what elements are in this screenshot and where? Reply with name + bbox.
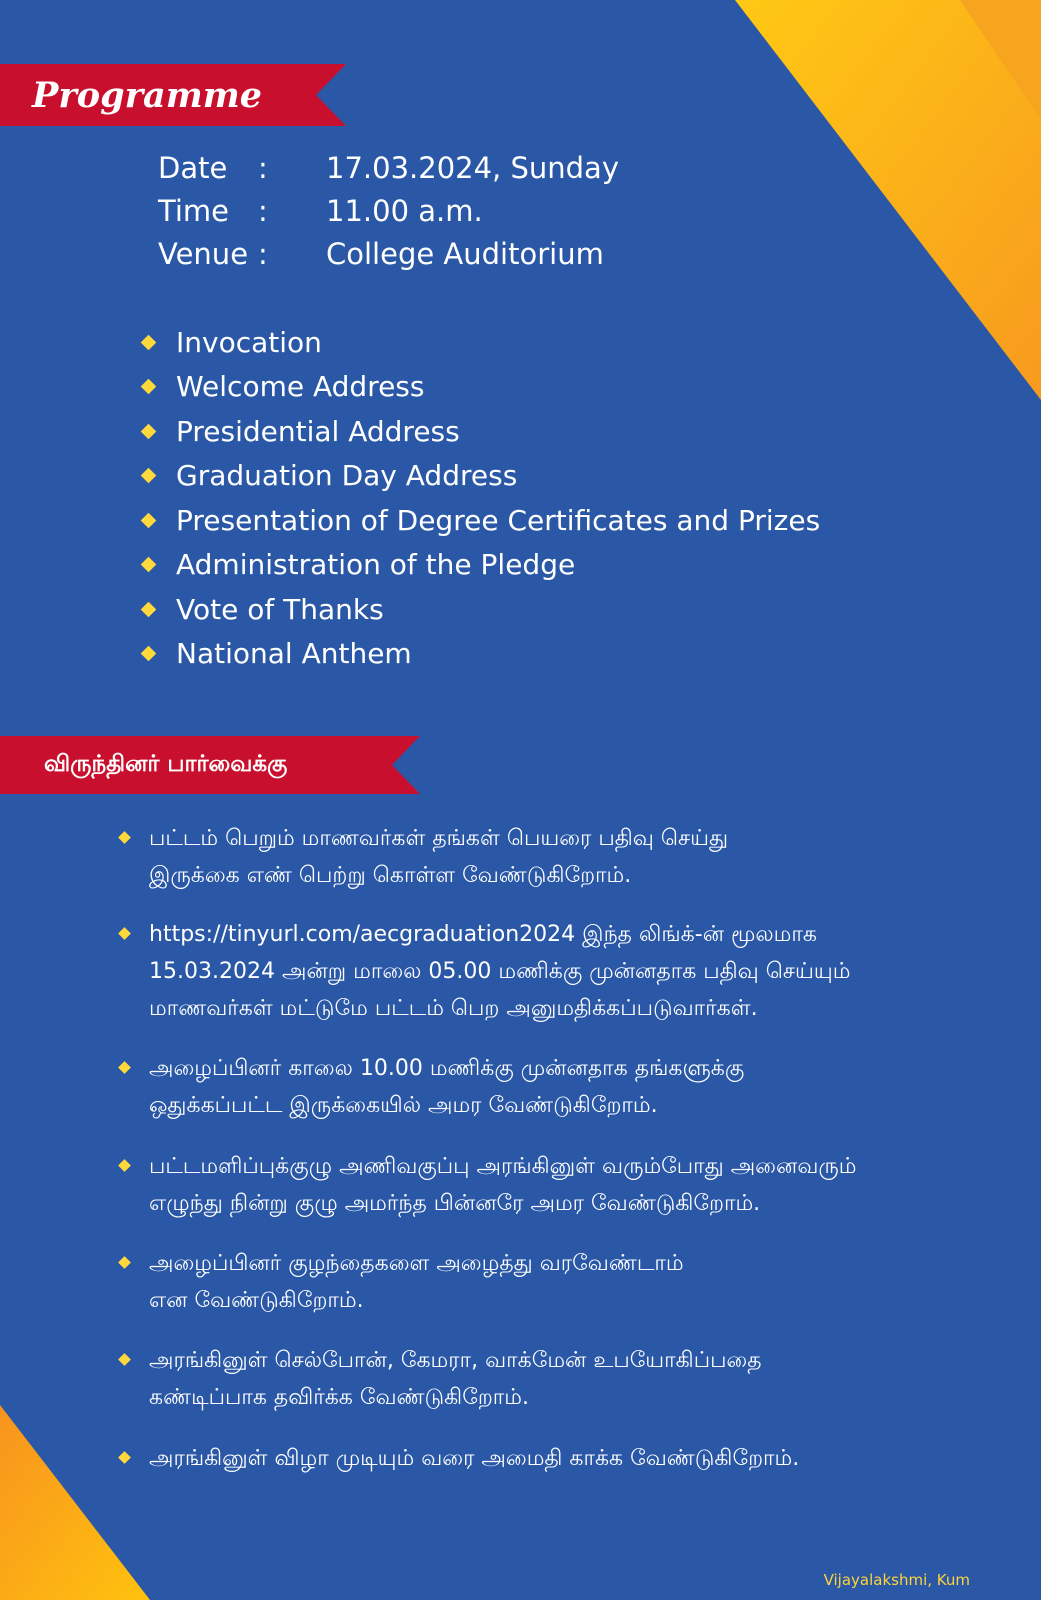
detail-label: Venue: [158, 236, 249, 271]
guest-info-heading: விருந்தினர் பார்வைக்கு: [44, 750, 288, 777]
note-line: அழைப்பினர் காலை 10.00 மணிக்கு முன்னதாக தங்களுக்கு: [149, 1056, 745, 1081]
note-line: ஒதுக்கப்பட்ட இருக்கையில் அமர வேண்டுகிறோம்.: [149, 1093, 658, 1118]
detail-value: College Auditorium: [326, 236, 604, 271]
agenda-item-label: Presidential Address: [176, 414, 460, 448]
note-line: அரங்கினுள் செல்போன், கேமரா, வாக்மேன் உபயோகிப்பதை: [149, 1348, 762, 1373]
agenda-item-label: Vote of Thanks: [176, 592, 384, 626]
agenda-item-label: Welcome Address: [176, 370, 425, 404]
agenda-item-label: Invocation: [176, 325, 322, 359]
guest-note-text: [149, 1148, 856, 1222]
note-line: இருக்கை எண் பெற்று கொள்ள வேண்டுகிறோம்.: [149, 863, 632, 888]
guest-note-text: [149, 916, 850, 1027]
agenda-item: [143, 543, 820, 588]
detail-venue: [158, 232, 619, 275]
guest-note: [120, 1440, 1010, 1477]
designer-credit: Vijayalakshmi, Kum: [823, 1571, 970, 1589]
guest-note: [120, 820, 1010, 894]
note-line: 15.03.2024 அன்று மாலை 05.00 மணிக்கு முன்னதாக பதிவு செய்யும்: [149, 959, 851, 984]
programme-heading: Programme: [32, 74, 263, 116]
guest-note: [120, 1050, 1010, 1124]
detail-separator: :: [258, 193, 268, 228]
diamond-bullet-icon: [118, 1061, 131, 1074]
detail-separator: :: [258, 150, 268, 185]
agenda-list: [143, 320, 820, 676]
diamond-bullet-icon: [141, 379, 157, 395]
diamond-bullet-icon: [141, 423, 157, 439]
guest-note-text: [149, 1050, 744, 1124]
guest-note-text: [149, 1342, 762, 1416]
diamond-bullet-icon: [141, 512, 157, 528]
guest-note-text: [149, 1245, 684, 1319]
agenda-item: [143, 498, 820, 543]
agenda-item-label: Administration of the Pledge: [176, 548, 576, 582]
guest-note: [120, 1148, 1010, 1222]
agenda-item: [143, 365, 820, 410]
diamond-bullet-icon: [118, 831, 131, 844]
note-line: கண்டிப்பாக தவிர்க்க வேண்டுகிறோம்.: [149, 1385, 529, 1410]
diamond-bullet-icon: [118, 1256, 131, 1269]
agenda-item-label: Presentation of Degree Certificates and Prizes: [176, 503, 821, 537]
bottom-left-orange-corner: [0, 1405, 150, 1600]
note-line: பட்டமளிப்புக்குழு அணிவகுப்பு அரங்கினுள் வரும்போது அனைவரும்: [149, 1154, 857, 1179]
diamond-bullet-icon: [141, 646, 157, 662]
diamond-bullet-icon: [118, 1159, 131, 1172]
diamond-bullet-icon: [141, 601, 157, 617]
agenda-item-label: Graduation Day Address: [176, 459, 518, 493]
note-line: அரங்கினுள் விழா முடியும் வரை அமைதி காக்க வேண்டுகிறோம்.: [149, 1446, 800, 1471]
note-line: எழுந்து நின்று குழு அமர்ந்த பின்னரே அமர வேண்டுகிறோம்.: [149, 1191, 761, 1216]
note-line: மாணவர்கள் மட்டுமே பட்டம் பெற அனுமதிக்கப்படுவார்கள்.: [149, 996, 758, 1021]
agenda-item: [143, 320, 820, 365]
diamond-bullet-icon: [118, 1353, 131, 1366]
detail-separator: :: [258, 236, 268, 271]
diamond-bullet-icon: [141, 468, 157, 484]
programme-banner: [0, 64, 346, 126]
guest-note: [120, 916, 1010, 1027]
detail-date: [158, 146, 619, 189]
diamond-bullet-icon: [118, 1451, 131, 1464]
detail-label: Date: [158, 150, 228, 185]
agenda-item: [143, 632, 820, 677]
agenda-item-label: National Anthem: [176, 637, 412, 671]
event-details: [158, 146, 619, 275]
diamond-bullet-icon: [141, 334, 157, 350]
guest-note: [120, 1245, 1010, 1319]
detail-value: 17.03.2024, Sunday: [326, 150, 619, 185]
diamond-bullet-icon: [118, 927, 131, 940]
agenda-item: [143, 409, 820, 454]
note-line: அழைப்பினர் குழந்தைகளை அழைத்து வரவேண்டாம்: [149, 1251, 684, 1276]
note-line: என வேண்டுகிறோம்.: [149, 1288, 364, 1313]
guest-note-text: [149, 1440, 799, 1477]
guest-info-banner: [0, 736, 420, 794]
note-line: பட்டம் பெறும் மாணவர்கள் தங்கள் பெயரை பதிவு செய்து: [149, 826, 729, 851]
detail-value: 11.00 a.m.: [326, 193, 483, 228]
note-line: https://tinyurl.com/aecgraduation2024 இந்த லிங்க்-ன் மூலமாக: [149, 922, 817, 947]
guest-note: [120, 1342, 1010, 1416]
detail-time: [158, 189, 619, 232]
diamond-bullet-icon: [141, 557, 157, 573]
agenda-item: [143, 454, 820, 499]
guest-note-text: [149, 820, 728, 894]
detail-label: Time: [158, 193, 229, 228]
agenda-item: [143, 587, 820, 632]
